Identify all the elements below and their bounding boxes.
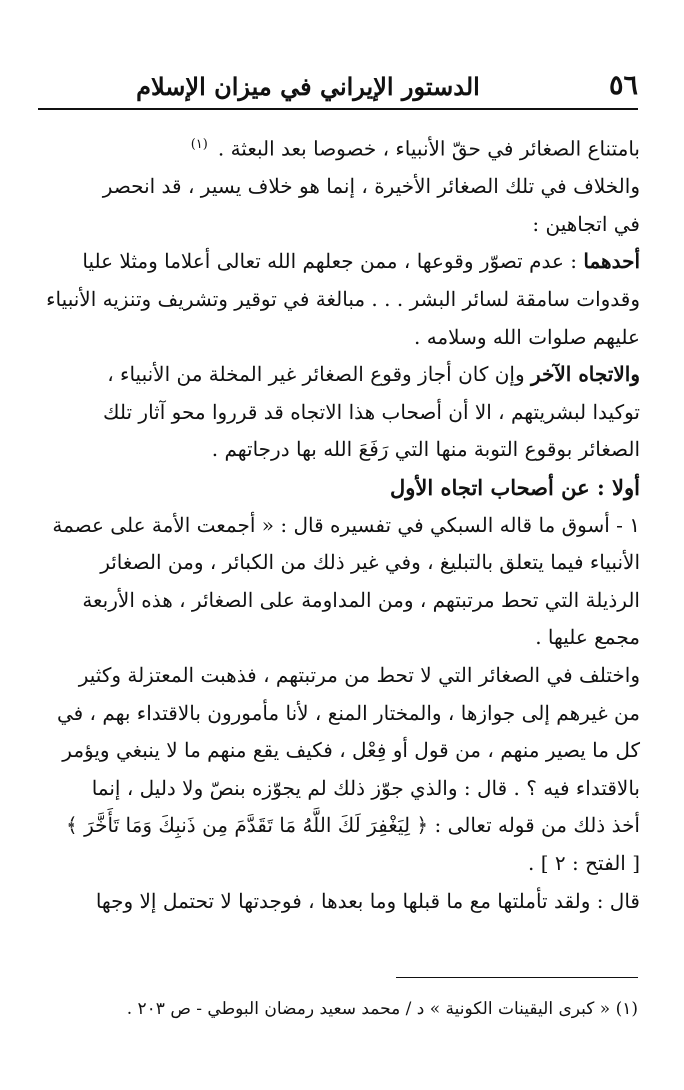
text-line: الصغائر بوقوع التوبة منها التي رَفَعَ الله بها درجاتهم . <box>211 437 640 462</box>
text-span: وإن كان أجاز وقوع الصغائر غير المخلة من الأنبياء ، <box>107 362 531 387</box>
text-line: من غيرهم إلى جوازها ، والمختار المنع ، لأنا مأمورون بالاقتداء بهم ، في <box>56 700 640 725</box>
section-heading: أولا : عن أصحاب اتجاه الأول <box>389 475 640 500</box>
text-line: الأنبياء فيما يتعلق بالتبليغ ، وفي غير ذلك من الكبائر ، ومن الصغائر <box>100 550 640 575</box>
text-line: ١ - أسوق ما قاله السبكي في تفسيره قال : « أجمعت الأمة على عصمة <box>52 512 640 537</box>
text-line: توكيدا لبشريتهم ، الا أن أصحاب هذا الاتجاه قد قرروا محو آثار تلك <box>103 399 640 424</box>
body-text <box>36 126 640 920</box>
text-line <box>36 243 640 281</box>
text-line <box>36 356 640 394</box>
verse-reference: [ الفتح : ٢ ] . <box>528 850 640 875</box>
text-line: وقدوات سامقة لسائر البشر . . . مبالغة في توقير وتشريف وتنزيه الأنبياء <box>46 287 640 312</box>
footnote: (١) « كبرى اليقينات الكونية » د / محمد سعيد رمضان البوطي - ص ٢٠٣ . <box>126 999 638 1019</box>
text-line: مجمع عليها . <box>535 625 640 650</box>
bold-term: أحدهما <box>583 249 640 274</box>
text-line: في اتجاهين : <box>532 211 640 236</box>
text-line: عليهم صلوات الله وسلامه . <box>413 324 640 349</box>
quran-verse-line: أخذ ذلك من قوله تعالى : ﴿ لِيَغْفِرَ لَكَ اللَّهُ مَا تَقَدَّمَ مِن ذَنبِكَ وَمَا تَأَخَّرَ ﴾ <box>66 813 640 838</box>
page-number: ٥٦ <box>608 70 638 101</box>
text-line: الرذيلة التي تحط مرتبتهم ، ومن المداومة على الصغائر ، هذه الأربعة <box>82 587 640 612</box>
text-span: : عدم تصوّر وقوعها ، ممن جعلهم الله تعالى أعلاما ومثلا عليا <box>82 249 584 274</box>
page-header <box>38 70 638 110</box>
footnote-marker: (١) <box>190 137 208 152</box>
bold-term: والاتجاه الآخر <box>531 362 640 387</box>
text-line <box>36 126 640 168</box>
header-rule <box>38 108 638 110</box>
text-span: بامتناع الصغائر في حقّ الأنبياء ، خصوصا بعد البعثة . <box>217 136 640 161</box>
text-line: والخلاف في تلك الصغائر الأخيرة ، إنما هو خلاف يسير ، قد انحصر <box>102 174 640 199</box>
footnote-rule <box>396 977 638 978</box>
text-line: بالاقتداء فيه ؟ . قال : والذي جوّز ذلك لم يجوّزه بنصّ ولا دليل ، إنما <box>91 775 640 800</box>
running-title: الدستور الإيراني في ميزان الإسلام <box>136 72 480 101</box>
text-line: واختلف في الصغائر التي لا تحط من مرتبتهم ، فذهبت المعتزلة وكثير <box>78 662 640 687</box>
text-line: قال : ولقد تأملتها مع ما قبلها وما بعدها ، فوجدتها لا تحتمل إلا وجها <box>95 888 640 913</box>
text-line: كل ما يصير منهم ، من قول أو فِعْل ، فكيف يقع منهم ما لا ينبغي ويؤمر <box>62 738 640 763</box>
